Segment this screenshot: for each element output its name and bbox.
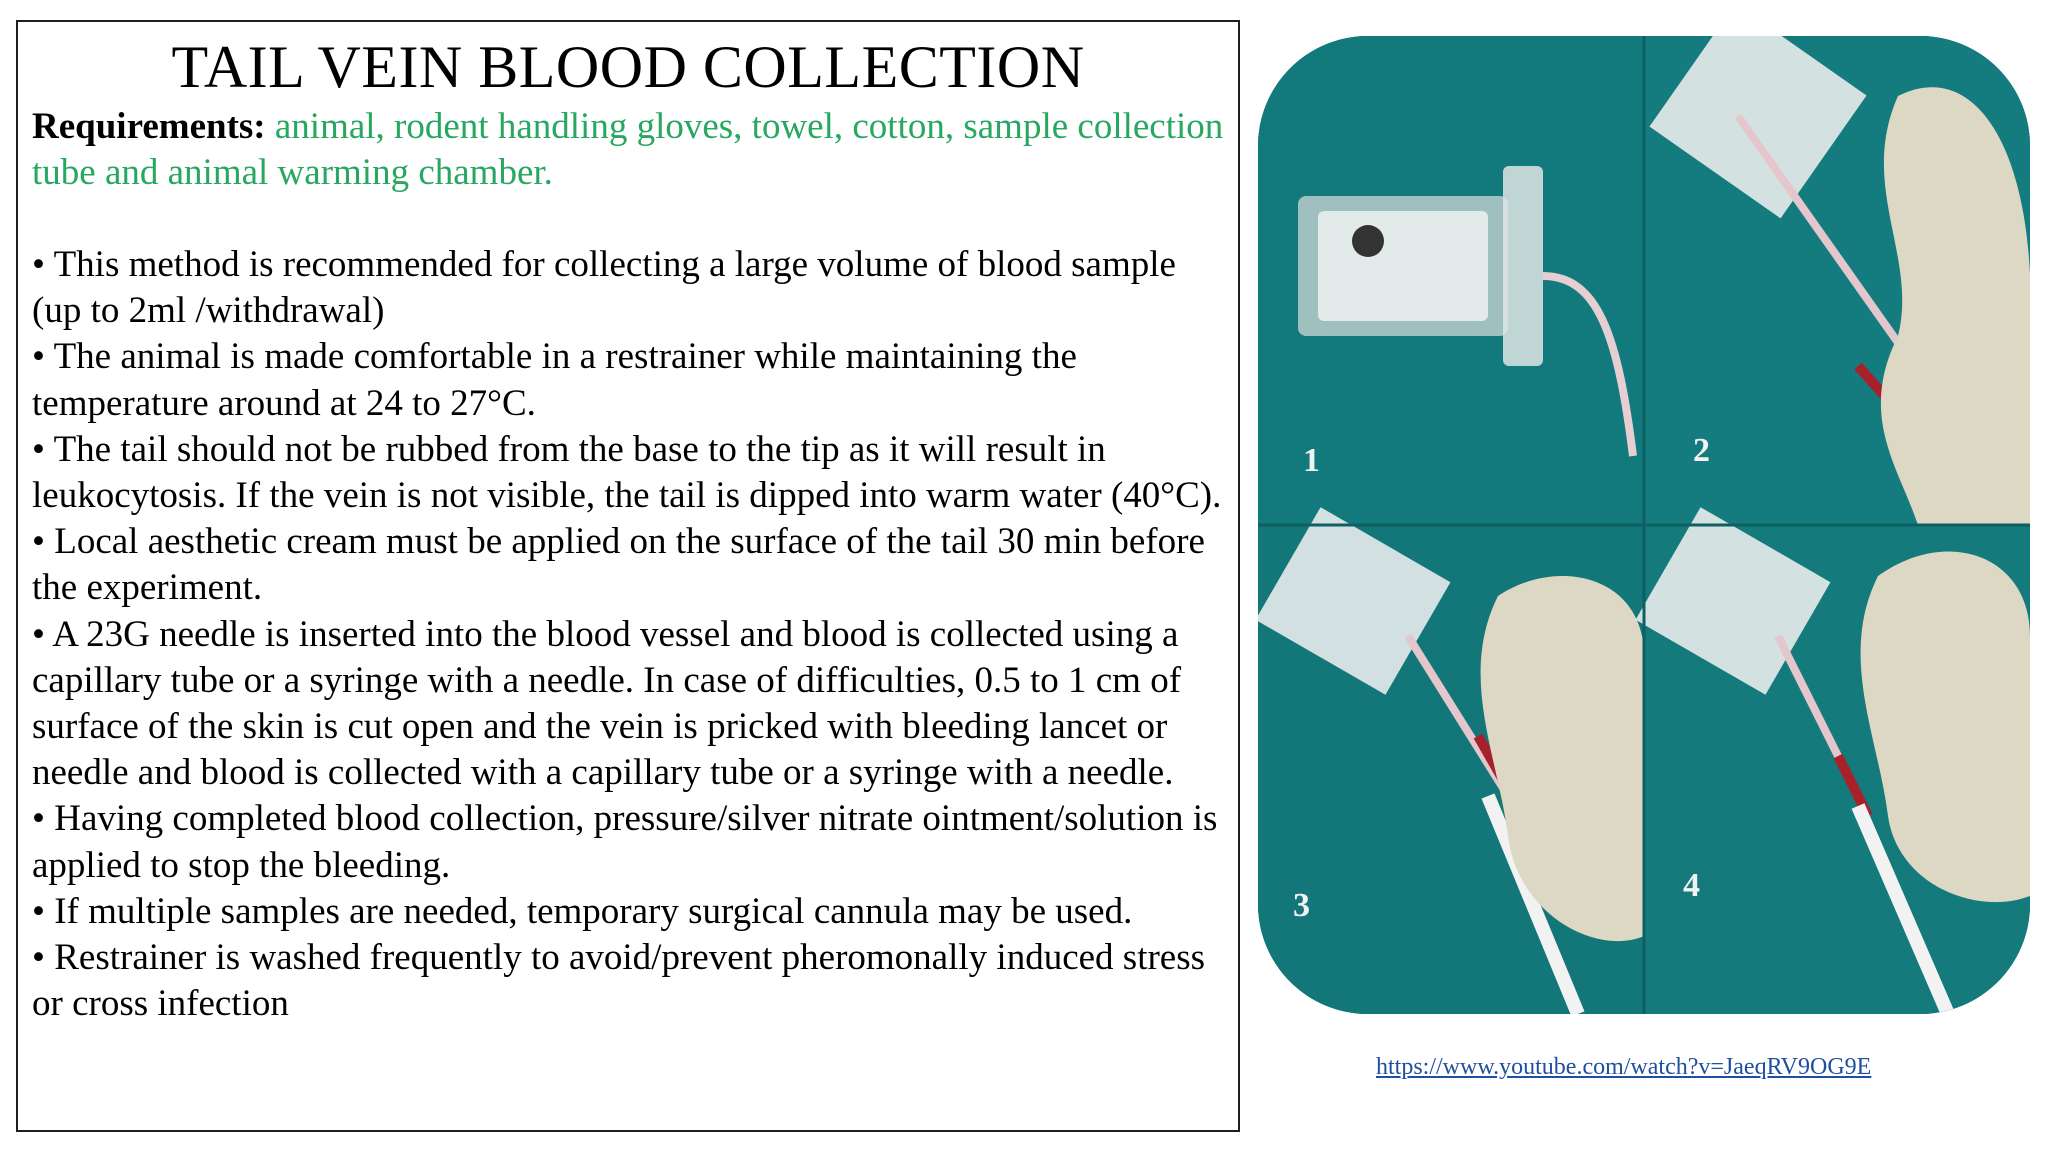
procedure-photo-collage xyxy=(1258,36,2030,1014)
photo-panel-3 xyxy=(1258,507,1644,1014)
bullet-text: Local aesthetic cream must be applied on the surface of the tail 30 min before the experiment. xyxy=(32,521,1205,609)
page-title: TAIL VEIN BLOOD COLLECTION xyxy=(171,34,1085,100)
bullet-text: The animal is made comfortable in a restrainer while maintaining the temperature around at 24 to 27°C. xyxy=(32,336,1077,424)
bullet-item xyxy=(32,334,1224,426)
bullet-text: This method is recommended for collecting a large volume of blood sample (up to 2ml /withdrawal) xyxy=(32,244,1176,332)
bullet-dot: • xyxy=(32,798,45,840)
bullet-text: The tail should not be rubbed from the base to the tip as it will result in leukocytosis. If the vein is not visible, the tail is dipped into warm water (40°C). xyxy=(32,428,1222,517)
content-box xyxy=(16,20,1240,1132)
bullet-item xyxy=(32,796,1224,888)
bullet-dot: • xyxy=(32,521,45,563)
photo-panel-4 xyxy=(1636,507,2030,1014)
panel-number-4: 4 xyxy=(1683,867,1700,904)
bullet-dot: • xyxy=(32,336,45,378)
bullet-item xyxy=(32,427,1224,519)
bullet-text: Restrainer is washed frequently to avoid/prevent pheromonally induced stress or cross infection xyxy=(32,937,1206,1025)
bullet-text: If multiple samples are needed, temporary surgical cannula may be used. xyxy=(54,890,1133,932)
bullet-item xyxy=(32,519,1224,611)
photo-panel-1 xyxy=(1258,36,1644,525)
photo-panel-2 xyxy=(1644,36,2030,525)
bullet-item xyxy=(32,612,1224,797)
bullet-dot: • xyxy=(32,937,45,979)
bullet-dot: • xyxy=(32,244,45,285)
bullet-item xyxy=(32,889,1224,935)
photo-drawing xyxy=(1258,36,2030,1014)
bullet-text: A 23G needle is inserted into the blood vessel and blood is collected using a capillary tube or a syringe with a needle. In case of difficulties, 0.5 to 1 cm of surface of the skin is cut open and the vein is pricked with bleeding lancet or needle and blood is collected with a capillary tube or a syringe with a needle. xyxy=(32,613,1182,794)
bullet-item xyxy=(32,242,1224,334)
requirements-label: Requirements: xyxy=(32,106,266,147)
bullet-item xyxy=(32,935,1224,1027)
panel-number-2: 2 xyxy=(1693,432,1710,469)
bullet-text: Having completed blood collection, pressure/silver nitrate ointment/solution is applied to stop the bleeding. xyxy=(32,798,1218,886)
panel-number-3: 3 xyxy=(1293,887,1310,924)
bullet-dot: • xyxy=(32,428,45,470)
bullet-dot: • xyxy=(32,890,45,932)
bullet-list xyxy=(32,242,1224,1027)
requirements-text: animal, rodent handling gloves, towel, cotton, sample collection tube and animal warming chamber. xyxy=(32,106,1224,193)
panel-number-1: 1 xyxy=(1303,442,1320,479)
bullet-dot: • xyxy=(32,613,45,655)
source-video-link[interactable]: https://www.youtube.com/watch?v=JaeqRV9OG9E xyxy=(1376,1054,1872,1080)
requirements xyxy=(32,104,1224,196)
